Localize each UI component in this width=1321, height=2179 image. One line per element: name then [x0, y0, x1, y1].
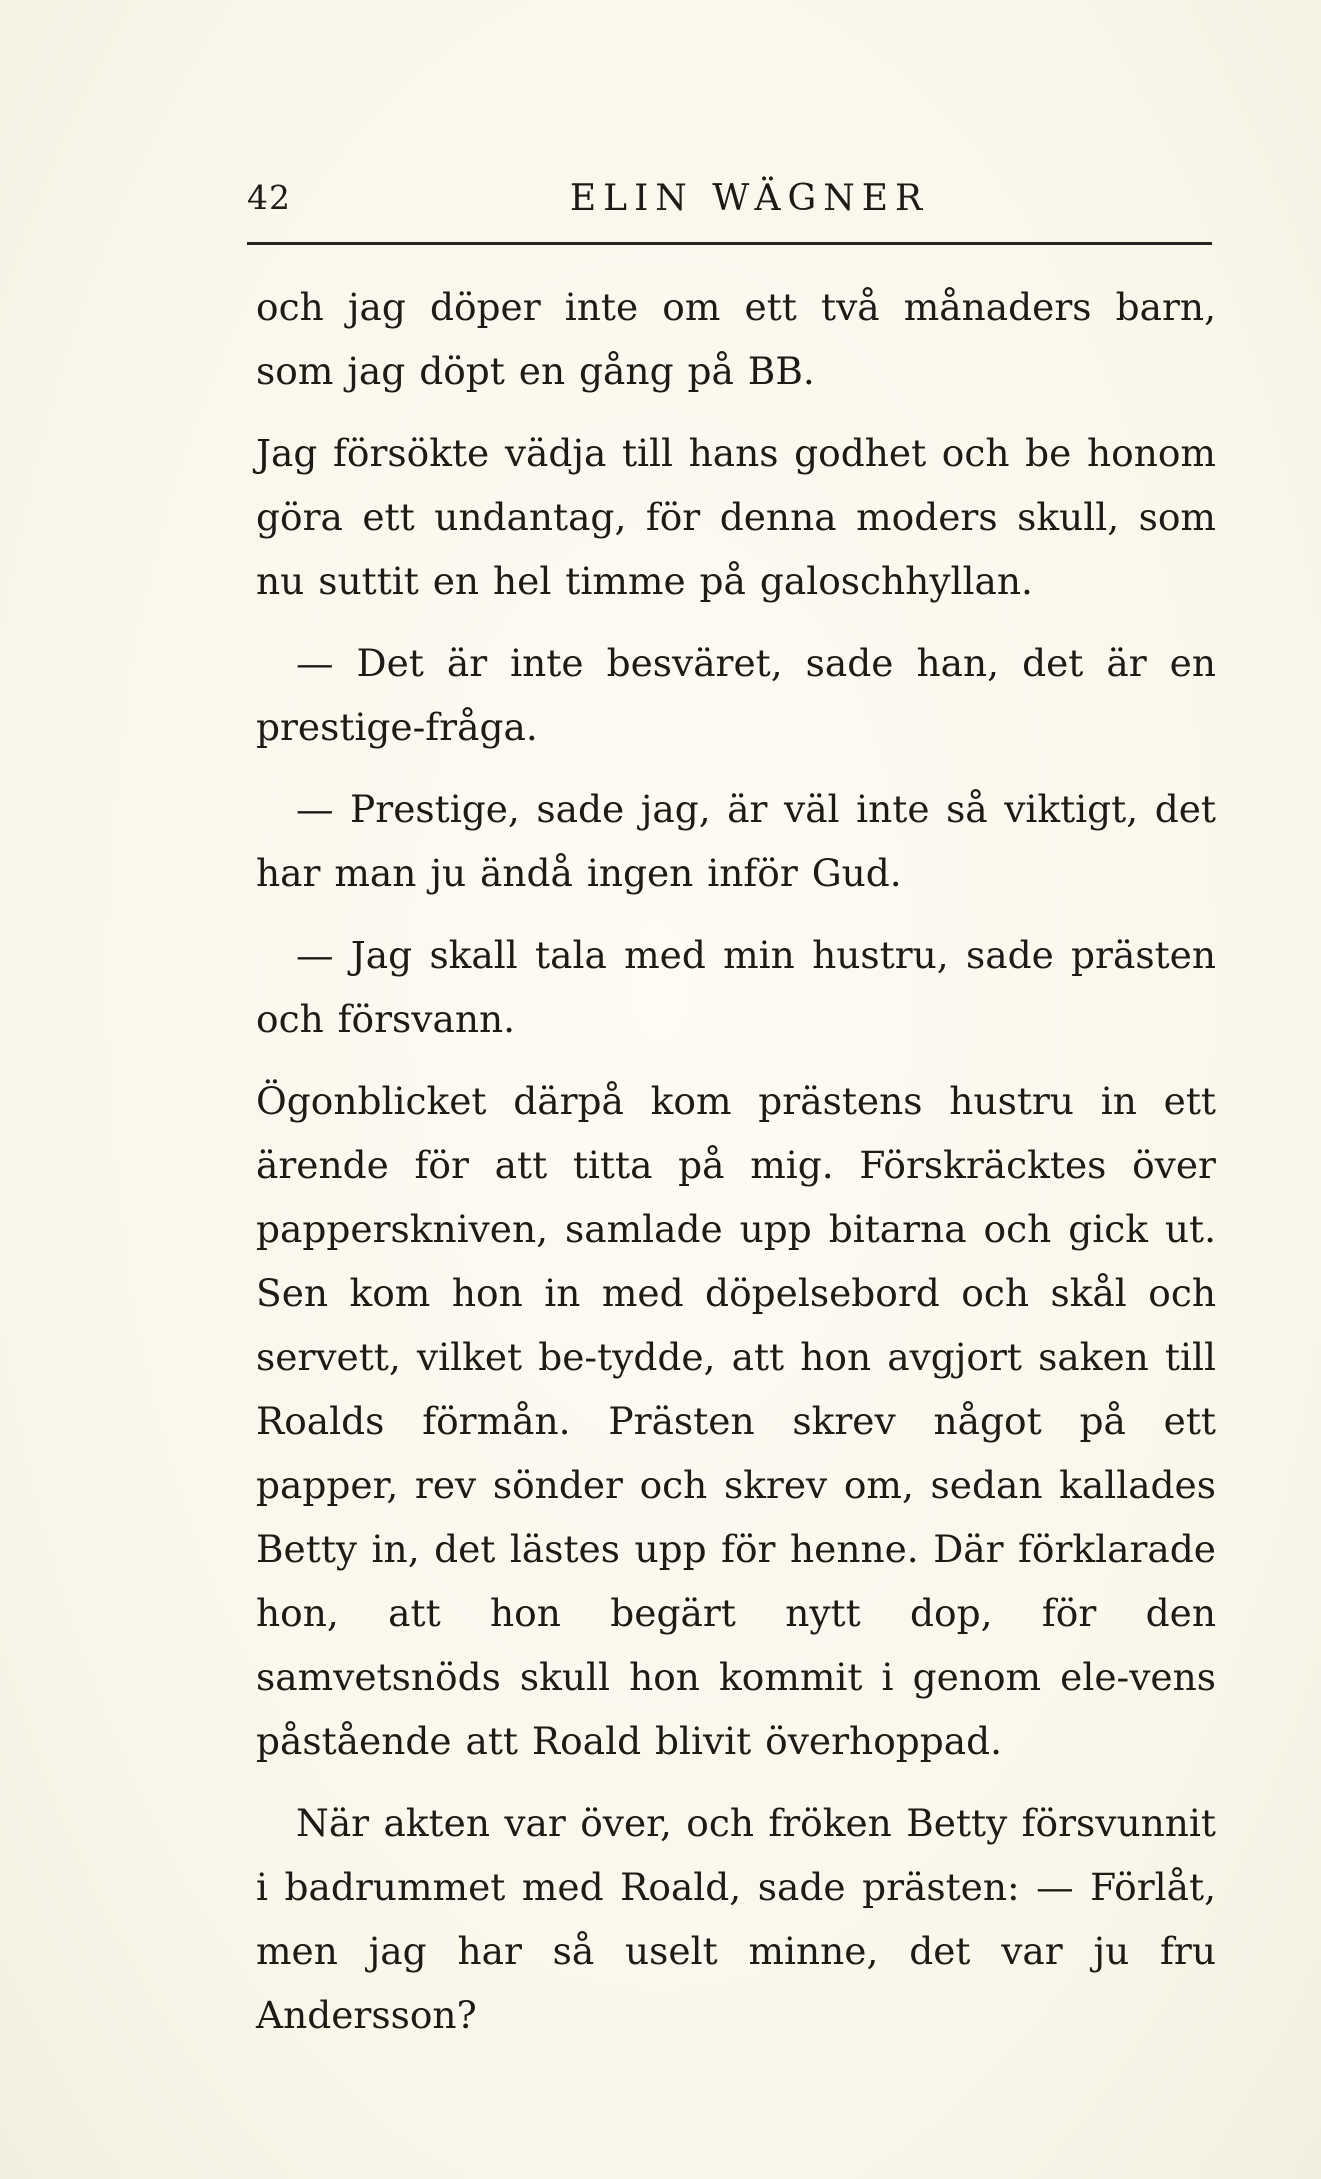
body-text: [256, 275, 1216, 2065]
paragraph-6: Ögonblicket därpå kom prästens hustru in ett ärende för att titta på mig. Förskräcktes över papperskniven, samlade upp bitarna och gick ut. Sen kom hon in med döpelsebord och skål och servett, vilket be-tydde, att hon avgjort saken till Roalds förmån. Prästen skrev något på ett papper, rev sönder och skrev om, sedan kallades Betty in, det lästes upp för henne. Där förklarade hon, att hon begärt nytt dop, för den samvetsnöds skull hon kommit i genom ele-vens påstående att Roald blivit överhoppad.: [256, 1079, 1216, 1763]
running-head-author: ELIN WÄGNER: [569, 178, 930, 219]
paragraph-5-dialogue: — Jag skall tala med min hustru, sade prästen och försvann.: [256, 933, 1216, 1041]
paragraph-4-dialogue: — Prestige, sade jag, är väl inte så viktigt, det har man ju ändå ingen inför Gud.: [256, 787, 1216, 895]
header-rule: [247, 242, 1212, 245]
paragraph-1: och jag döper inte om ett två månaders barn, som jag döpt en gång på BB.: [256, 285, 1216, 393]
paragraph-3-dialogue: — Det är inte besväret, sade han, det är en prestige-fråga.: [256, 641, 1216, 749]
page-header: [247, 178, 1212, 238]
page-number: 42: [247, 178, 291, 217]
paragraph-7: När akten var över, och fröken Betty försvunnit i badrummet med Roald, sade prästen: — Förlåt, men jag har så uselt minne, det var ju fru Andersson?: [256, 1801, 1216, 2037]
paragraph-2: Jag försökte vädja till hans godhet och be honom göra ett undantag, för denna moders skull, som nu suttit en hel timme på galoschhyllan.: [256, 431, 1216, 603]
